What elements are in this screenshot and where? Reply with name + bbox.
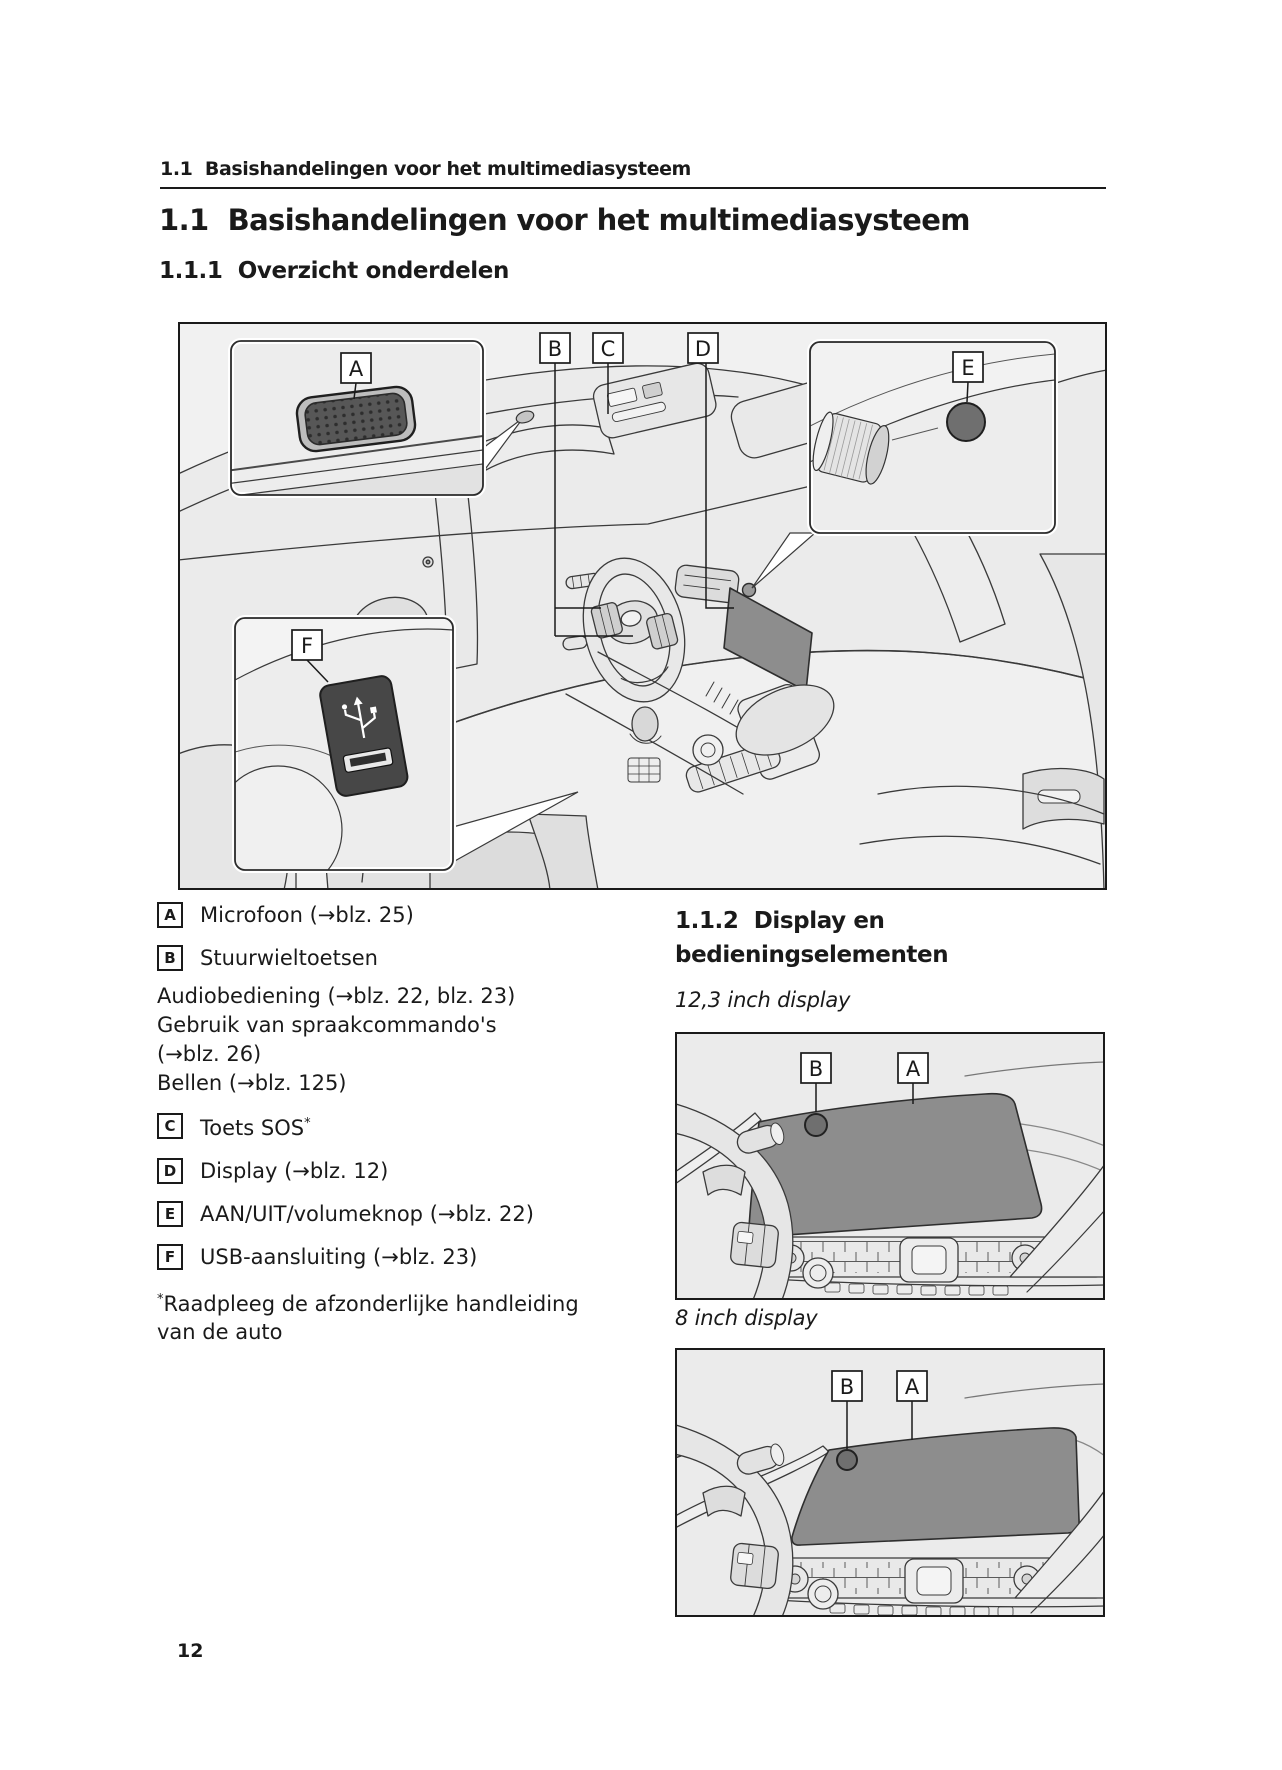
callout-letter-b: B — [839, 1375, 855, 1399]
callout-letter-b: B — [808, 1057, 824, 1081]
callout-letter-c: C — [600, 337, 616, 361]
knob-mount-location — [947, 403, 985, 441]
callout-letter-a: A — [348, 357, 364, 381]
legend-item-stuurwieltoetsen — [157, 944, 589, 972]
overview-figure — [178, 322, 1107, 890]
callout-letter-d: D — [694, 337, 712, 361]
legend-badge-f: F — [157, 1244, 183, 1270]
caption-8-inch: 8 inch display — [675, 1306, 818, 1330]
callout-letter-b: B — [547, 337, 563, 361]
legend-badge-b: B — [157, 945, 183, 971]
page-number: 12 — [177, 1640, 204, 1662]
legend-sup-c: * — [304, 1116, 311, 1131]
section-title: 1.1 Basishandelingen voor het multimediasysteem — [159, 203, 970, 237]
legend-item-microfoon — [157, 901, 589, 929]
legend-text-e: AAN/UIT/volumeknop (→blz. 22) — [200, 1202, 534, 1226]
legend-detail-audio: Audiobediening (→blz. 22, blz. 23) — [157, 984, 516, 1008]
legend — [157, 901, 589, 1346]
callout-letter-f: F — [300, 634, 314, 658]
legend-item-sos — [157, 1110, 589, 1142]
footnote-text: Raadpleeg de afzonderlijke handleiding van de auto — [157, 1292, 579, 1344]
subsection-title-overview: 1.1.1 Overzicht onderdelen — [159, 258, 509, 284]
legend-text-b: Stuurwieltoetsen — [200, 946, 378, 970]
callout-letter-a: A — [905, 1057, 921, 1081]
callout-letter-a: A — [904, 1375, 920, 1399]
running-header: 1.1 Basishandelingen voor het multimediasysteem — [160, 158, 691, 180]
legend-badge-c: C — [157, 1113, 183, 1139]
volume-knob-inset — [809, 342, 1055, 533]
legend-badge-a: A — [157, 902, 183, 928]
legend-detail-spraak: Gebruik van spraakcommando's — [157, 1013, 497, 1037]
subsection-title-display: 1.1.2 Display en bedieningselementen — [675, 908, 949, 968]
legend-item-display — [157, 1157, 589, 1185]
callout-letter-e: E — [961, 356, 975, 380]
legend-text-f: USB-aansluiting (→blz. 23) — [200, 1245, 478, 1269]
display-sensor — [837, 1450, 857, 1470]
legend-detail-spraak-ref: (→blz. 26) — [157, 1042, 262, 1066]
legend-text-a: Microfoon (→blz. 25) — [200, 903, 414, 927]
caption-12-3-inch: 12,3 inch display — [675, 988, 851, 1012]
display-sensor — [805, 1114, 827, 1136]
microphone-inset — [218, 341, 498, 502]
legend-text-d: Display (→blz. 12) — [200, 1159, 389, 1183]
footnote — [157, 1286, 589, 1346]
legend-b-details — [157, 982, 589, 1098]
legend-badge-e: E — [157, 1201, 183, 1227]
header-rule — [160, 187, 1106, 189]
display-12-3-figure — [675, 1032, 1105, 1300]
display-8-figure — [675, 1348, 1105, 1617]
legend-badge-d: D — [157, 1158, 183, 1184]
legend-text-c: Toets SOS — [200, 1116, 305, 1140]
footnote-marker: * — [157, 1292, 164, 1307]
legend-item-volumeknop — [157, 1200, 589, 1228]
display-screen — [749, 1094, 1042, 1237]
legend-item-usb — [157, 1243, 589, 1271]
legend-detail-bellen: Bellen (→blz. 125) — [157, 1071, 347, 1095]
usb-inset — [214, 618, 453, 890]
